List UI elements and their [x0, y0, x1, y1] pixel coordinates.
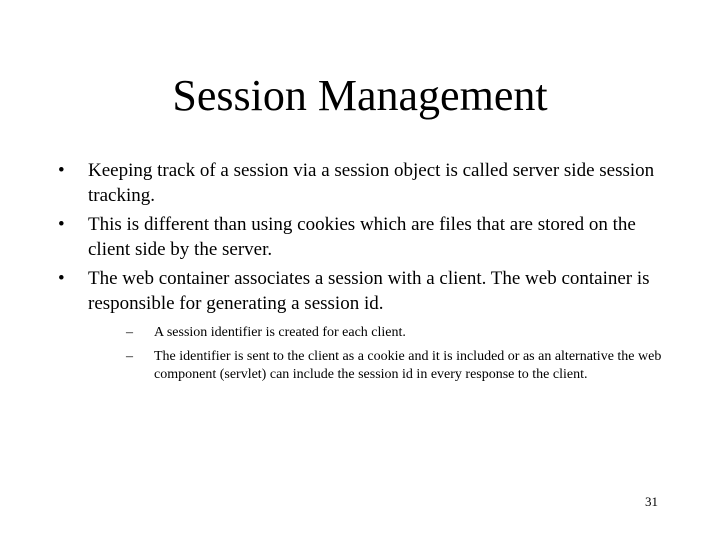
- bullet-text: The web container associates a session with a client. The web container is responsible for generating a session id.: [88, 268, 650, 314]
- page-number: 31: [645, 494, 658, 509]
- bullet-marker: •: [58, 160, 65, 181]
- bullet-marker: •: [58, 214, 65, 235]
- sub-bullet-marker: –: [126, 349, 133, 364]
- sub-bullet-item: [88, 324, 664, 342]
- bullet-item: [54, 212, 664, 262]
- bullet-item: [54, 158, 664, 208]
- bullet-item: [54, 266, 664, 384]
- bullet-list: [54, 158, 664, 390]
- slide-title: Session Management: [172, 71, 548, 120]
- sub-bullet-marker: –: [126, 325, 133, 340]
- bullet-marker: •: [58, 268, 65, 289]
- sub-bullet-text: The identifier is sent to the client as a cookie and it is included or as an alternative the web component (servlet) can include the session id in every response to the client.: [154, 349, 662, 382]
- sub-bullet-text: A session identifier is created for each client.: [154, 325, 406, 340]
- sub-bullet-item: [88, 348, 664, 384]
- bullet-text: This is different than using cookies which are files that are stored on the client side by the server.: [88, 214, 636, 260]
- bullet-text: Keeping track of a session via a session object is called server side session tracking.: [88, 160, 655, 206]
- sub-bullet-list: [88, 324, 664, 384]
